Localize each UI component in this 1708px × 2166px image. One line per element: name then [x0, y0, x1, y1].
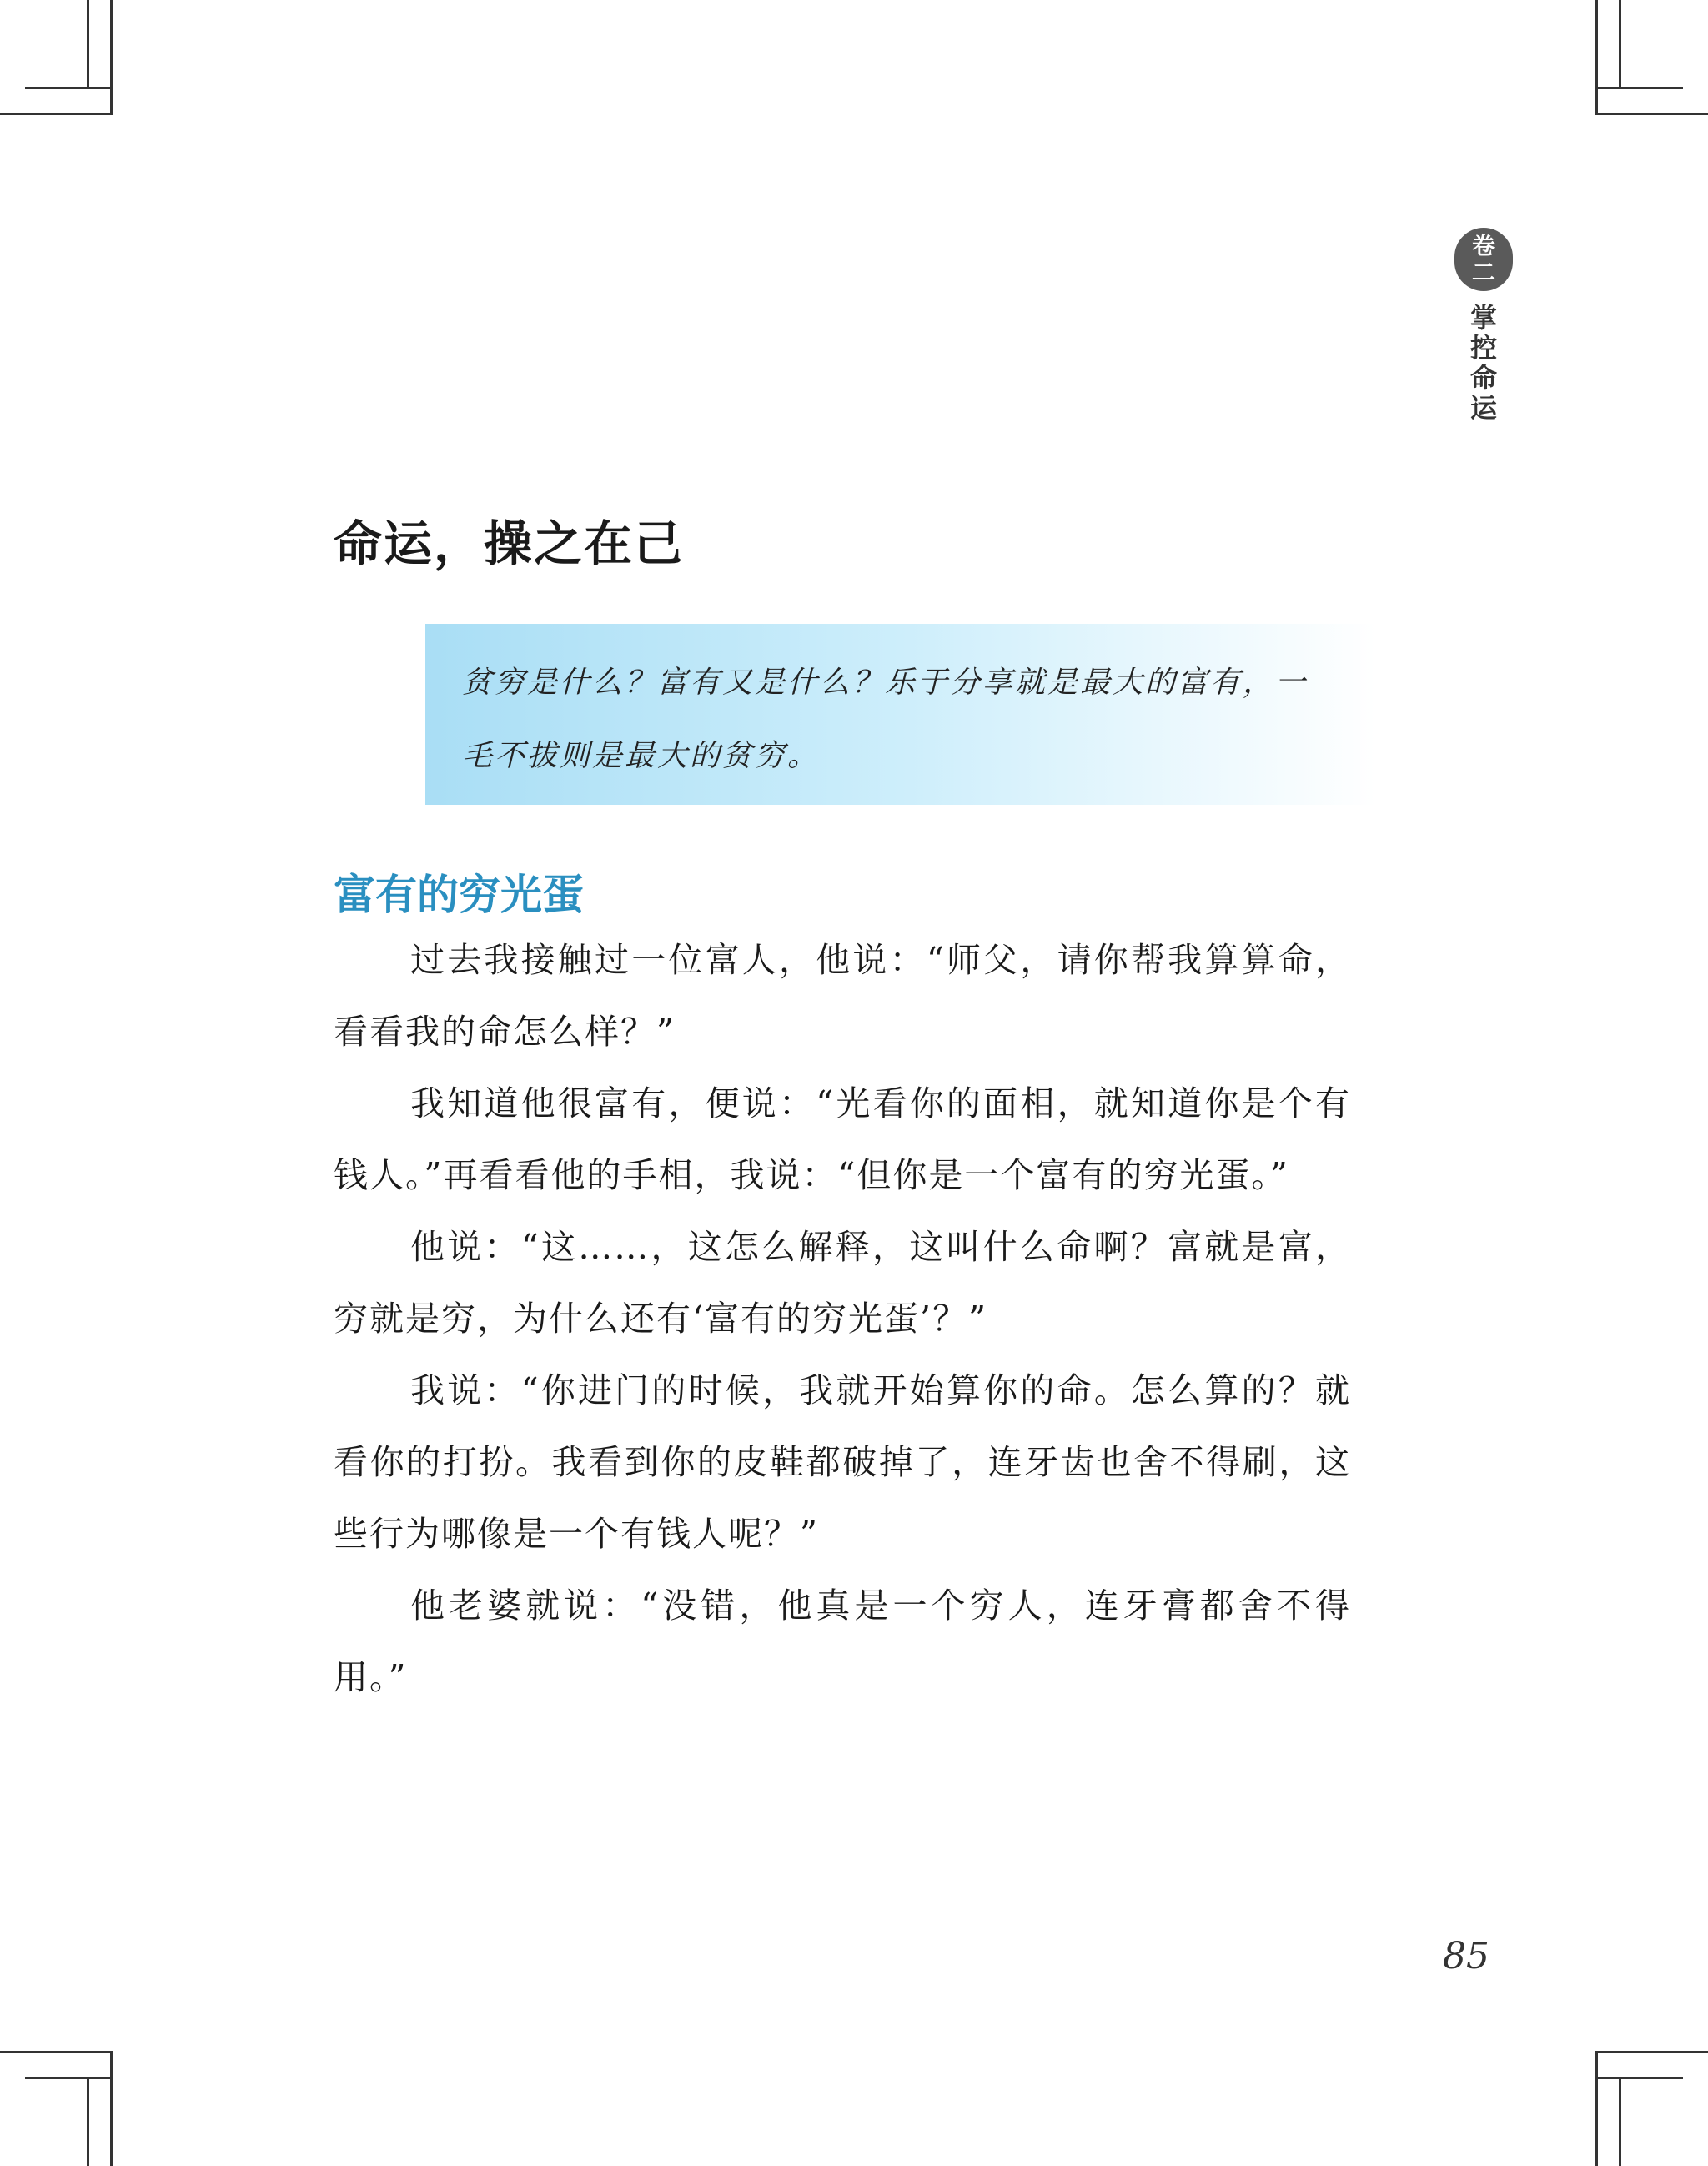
crop-mark — [1598, 2051, 1708, 2053]
summary-box — [425, 624, 1376, 805]
page-number: 85 — [1443, 1935, 1489, 1978]
chapter-title-vertical — [1470, 303, 1497, 423]
crop-mark — [0, 113, 110, 115]
page-title: 命运，操之在己 — [334, 515, 685, 572]
crop-mark — [25, 87, 113, 89]
crop-mark — [0, 2051, 110, 2053]
crop-mark — [110, 0, 113, 115]
chapter-char: 运 — [1469, 392, 1497, 424]
crop-mark — [110, 2051, 113, 2166]
paragraph: 他老婆就说：“没错，他真是一个穷人，连牙膏都舍不得用。” — [334, 1586, 1351, 1697]
section-heading: 富有的穷光蛋 — [334, 871, 584, 919]
paragraph: 过去我接触过一位富人，他说：“师父，请你帮我算算命，看看我的命怎么样？” — [334, 940, 1351, 1052]
crop-mark — [1595, 87, 1683, 89]
crop-mark — [1619, 0, 1621, 87]
paragraph: 我知道他很富有，便说：“光看你的面相，就知道你是个有钱人。”再看看他的手相，我说：“但你是一个富有的穷光蛋。” — [334, 1083, 1351, 1195]
chapter-char: 掌 — [1469, 302, 1497, 334]
volume-char: 卷 — [1471, 232, 1495, 259]
crop-mark — [1598, 113, 1708, 115]
chapter-char: 控 — [1469, 332, 1497, 364]
crop-mark — [1619, 2079, 1621, 2166]
volume-char: 二 — [1471, 259, 1495, 286]
chapter-sidebar — [1454, 228, 1513, 423]
summary-text: 贫穷是什么？富有又是什么？乐于分享就是最大的富有，一毛不拔则是最大的贫穷。 — [462, 666, 1309, 773]
chapter-char: 命 — [1469, 362, 1497, 394]
crop-mark — [1595, 0, 1598, 115]
volume-badge — [1454, 228, 1513, 291]
paragraph: 我说：“你进门的时候，我就开始算你的命。怎么算的？就看你的打扮。我看到你的皮鞋都破掉了，连牙齿也舍不得刷，这些行为哪像是一个有钱人呢？” — [334, 1370, 1351, 1554]
crop-mark — [87, 2079, 89, 2166]
crop-mark — [87, 0, 89, 87]
crop-mark — [1595, 2077, 1683, 2079]
article-body — [334, 924, 1351, 1713]
crop-mark — [1595, 2051, 1598, 2166]
paragraph: 他说：“这……，这怎么解释，这叫什么命啊？富就是富，穷就是穷，为什么还有‘富有的穷光蛋’？” — [334, 1227, 1351, 1339]
crop-mark — [25, 2077, 113, 2079]
